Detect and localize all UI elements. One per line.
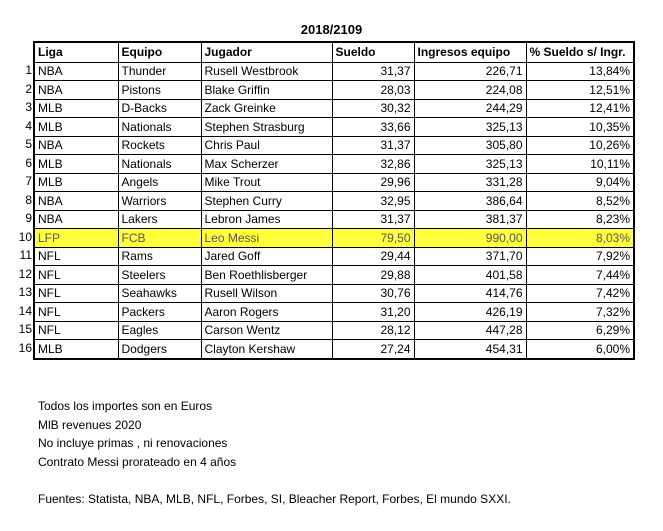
cell-equipo: Rams	[118, 247, 201, 266]
cell-sueldo: 27,24	[332, 340, 414, 359]
cell-jugador: Ben Roethlisberger	[201, 266, 332, 285]
cell-ingresos: 381,37	[414, 210, 526, 229]
table-row	[34, 62, 634, 81]
cell-liga: MLB	[34, 340, 118, 359]
cell-liga: NBA	[34, 136, 118, 155]
row-number: 3	[25, 100, 32, 114]
row-number: 15	[18, 322, 32, 336]
cell-ingresos: 331,28	[414, 173, 526, 192]
note-currency: Todos los importes son en Euros	[38, 399, 213, 413]
row-number: 2	[25, 81, 32, 96]
cell-sueldo: 28,12	[332, 321, 414, 340]
cell-jugador: Aaron Rogers	[201, 303, 332, 322]
cell-pct: 10,11%	[526, 155, 634, 174]
cell-equipo: Steelers	[118, 266, 201, 285]
cell-equipo: Eagles	[118, 321, 201, 340]
cell-liga: NBA	[34, 81, 118, 100]
cell-jugador: Leo Messi	[201, 229, 332, 248]
row-number: 11	[19, 248, 32, 262]
table-row	[34, 192, 634, 211]
cell-liga: NBA	[34, 210, 118, 229]
cell-pct: 7,32%	[526, 303, 634, 322]
cell-liga: MLB	[34, 99, 118, 118]
header-sueldo: Sueldo	[332, 42, 414, 62]
cell-equipo: Packers	[118, 303, 201, 322]
table-row	[34, 266, 634, 285]
cell-pct: 10,35%	[526, 118, 634, 137]
table-row	[34, 118, 634, 137]
cell-liga: NBA	[34, 62, 118, 81]
cell-jugador: Clayton Kershaw	[201, 340, 332, 359]
cell-liga: NFL	[34, 321, 118, 340]
cell-equipo: Lakers	[118, 210, 201, 229]
cell-ingresos: 386,64	[414, 192, 526, 211]
cell-pct: 8,52%	[526, 192, 634, 211]
row-number: 6	[25, 155, 32, 170]
cell-pct: 13,84%	[526, 62, 634, 81]
cell-ingresos: 426,19	[414, 303, 526, 322]
cell-jugador: Max Scherzer	[201, 155, 332, 174]
row-number: 12	[18, 266, 32, 281]
table-row	[34, 99, 634, 118]
header-row	[34, 42, 634, 62]
cell-equipo: FCB	[118, 229, 201, 248]
cell-liga: NBA	[34, 192, 118, 211]
header-ingresos: Ingresos equipo	[414, 42, 526, 62]
row-number: 13	[18, 285, 32, 299]
row-number: 8	[25, 192, 32, 207]
row-numbers	[14, 61, 32, 357]
cell-sueldo: 31,20	[332, 303, 414, 322]
cell-jugador: Chris Paul	[201, 136, 332, 155]
notes	[38, 397, 236, 471]
cell-equipo: Seahawks	[118, 284, 201, 303]
cell-ingresos: 447,28	[414, 321, 526, 340]
cell-sueldo: 32,86	[332, 155, 414, 174]
cell-pct: 8,23%	[526, 210, 634, 229]
cell-ingresos: 224,08	[414, 81, 526, 100]
row-number: 7	[25, 174, 32, 188]
cell-jugador: Stephen Curry	[201, 192, 332, 211]
cell-ingresos: 226,71	[414, 62, 526, 81]
cell-sueldo: 31,37	[332, 210, 414, 229]
cell-pct: 6,00%	[526, 340, 634, 359]
cell-pct: 7,92%	[526, 247, 634, 266]
cell-ingresos: 244,29	[414, 99, 526, 118]
cell-ingresos: 454,31	[414, 340, 526, 359]
cell-pct: 8,03%	[526, 229, 634, 248]
header-equipo: Equipo	[118, 42, 201, 62]
cell-jugador: Rusell Wilson	[201, 284, 332, 303]
row-number: 9	[25, 211, 32, 225]
cell-equipo: Nationals	[118, 155, 201, 174]
cell-ingresos: 325,13	[414, 118, 526, 137]
cell-equipo: Dodgers	[118, 340, 201, 359]
header-liga: Liga	[34, 42, 118, 62]
note-exclusions: No incluye primas , ni renovaciones	[38, 436, 228, 450]
table-row	[34, 284, 634, 303]
cell-jugador: Jared Goff	[201, 247, 332, 266]
table-row	[34, 173, 634, 192]
table-row	[34, 210, 634, 229]
cell-pct: 10,26%	[526, 136, 634, 155]
cell-equipo: Pistons	[118, 81, 201, 100]
table-row	[34, 340, 634, 359]
header-pct: % Sueldo s/ Ingr.	[526, 42, 634, 62]
cell-ingresos: 401,58	[414, 266, 526, 285]
table-row	[34, 321, 634, 340]
cell-pct: 7,42%	[526, 284, 634, 303]
note-revenues: MlB revenues 2020	[38, 417, 142, 432]
cell-sueldo: 33,66	[332, 118, 414, 137]
cell-sueldo: 30,32	[332, 99, 414, 118]
cell-ingresos: 325,13	[414, 155, 526, 174]
cell-sueldo: 28,03	[332, 81, 414, 100]
cell-equipo: Warriors	[118, 192, 201, 211]
cell-jugador: Mike Trout	[201, 173, 332, 192]
cell-equipo: Thunder	[118, 62, 201, 81]
table-row	[34, 155, 634, 174]
cell-sueldo: 32,95	[332, 192, 414, 211]
table-row	[34, 229, 634, 248]
cell-liga: NFL	[34, 247, 118, 266]
cell-ingresos: 990,00	[414, 229, 526, 248]
cell-sueldo: 29,96	[332, 173, 414, 192]
table-row	[34, 247, 634, 266]
table-row	[34, 81, 634, 100]
row-number: 14	[18, 303, 32, 318]
cell-liga: NFL	[34, 284, 118, 303]
cell-ingresos: 305,80	[414, 136, 526, 155]
cell-sueldo: 31,37	[332, 136, 414, 155]
cell-equipo: Nationals	[118, 118, 201, 137]
cell-pct: 6,29%	[526, 321, 634, 340]
row-number: 4	[25, 118, 32, 133]
cell-equipo: D-Backs	[118, 99, 201, 118]
cell-pct: 12,51%	[526, 81, 634, 100]
salary-table	[33, 41, 635, 360]
cell-pct: 12,41%	[526, 99, 634, 118]
cell-jugador: Lebron James	[201, 210, 332, 229]
cell-equipo: Rockets	[118, 136, 201, 155]
cell-ingresos: 414,76	[414, 284, 526, 303]
table-title: 2018/2109	[300, 22, 363, 37]
cell-liga: MLB	[34, 173, 118, 192]
row-number: 10	[18, 229, 32, 244]
cell-sueldo: 29,44	[332, 247, 414, 266]
cell-pct: 7,44%	[526, 266, 634, 285]
note-messi-contract: Contrato Messi prorateado en 4 años	[38, 454, 237, 469]
cell-jugador: Zack Greinke	[201, 99, 332, 118]
cell-sueldo: 79,50	[332, 229, 414, 248]
cell-liga: MLB	[34, 155, 118, 174]
cell-jugador: Rusell Westbrook	[201, 62, 332, 81]
header-jugador: Jugador	[201, 42, 332, 62]
cell-sueldo: 31,37	[332, 62, 414, 81]
cell-jugador: Carson Wentz	[201, 321, 332, 340]
cell-jugador: Blake Griffin	[201, 81, 332, 100]
cell-liga: NFL	[34, 303, 118, 322]
cell-sueldo: 29,88	[332, 266, 414, 285]
cell-sueldo: 30,76	[332, 284, 414, 303]
cell-liga: NFL	[34, 266, 118, 285]
cell-liga: LFP	[34, 229, 118, 248]
cell-liga: MLB	[34, 118, 118, 137]
cell-ingresos: 371,70	[414, 247, 526, 266]
row-number: 1	[25, 63, 32, 77]
row-number: 5	[25, 137, 32, 151]
sources-line: Fuentes: Statista, NBA, MLB, NFL, Forbes, SI, Bleacher Report, Forbes, El mundo SXXI.	[38, 492, 511, 506]
cell-pct: 9,04%	[526, 173, 634, 192]
table-row	[34, 136, 634, 155]
table-row	[34, 303, 634, 322]
cell-jugador: Stephen Strasburg	[201, 118, 332, 137]
cell-equipo: Angels	[118, 173, 201, 192]
row-number: 16	[18, 340, 32, 355]
